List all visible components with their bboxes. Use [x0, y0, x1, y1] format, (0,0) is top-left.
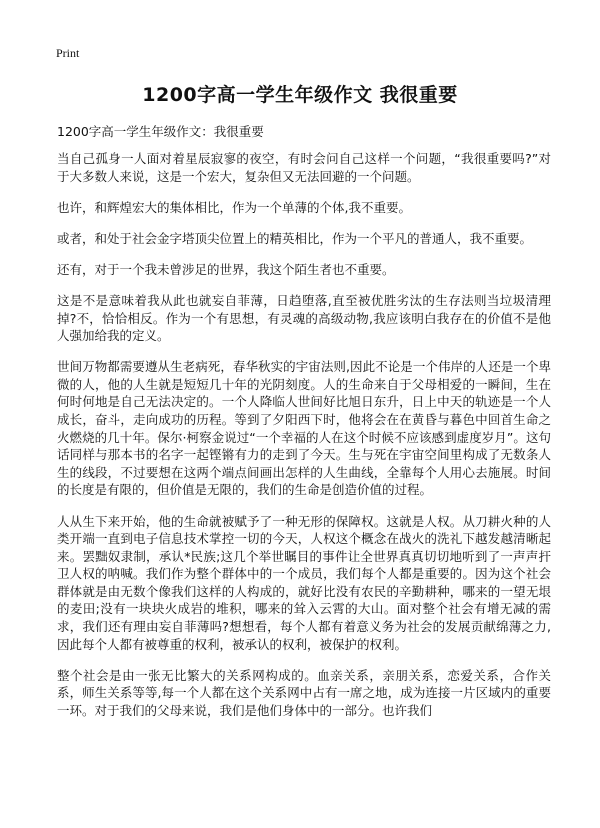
article-subtitle: 1200字高一学生年级作文：我很重要 [57, 124, 264, 139]
paragraph: 当自己孤身一人面对着星辰寂寥的夜空，有时会问自己这样一个问题，“我很重要吗?”对于大多数人来说，这是一个宏大，复杂但又无法回避的一个问题。 [57, 151, 551, 184]
paragraph: 也许，和辉煌宏大的集体相比，作为一个单薄的个体,我不重要。 [57, 199, 411, 215]
paragraph: 还有，对于一个我未曾涉足的世界，我这个陌生者也不重要。 [57, 261, 395, 277]
page-title: 1200字高一学生年级作文 我很重要 [142, 84, 458, 106]
print-link[interactable]: Print [56, 46, 80, 60]
paragraph: 人从生下来开始，他的生命就被赋予了一种无形的保障权。这就是人权。从刀耕火种的人类开端一直到电子信息技术掌控一切的今天，人权这个概念在战火的洗礼下越发越清晰起来。罢黜奴隶制，承认*民族;这几个举世瞩目的事件让全世界真真切切地听到了一声声扞卫人权的呐喊。我们作为整个群体中的一个成员，我们每个人都是重要的。因为这个社会群体就是由无数个像我们这样的人构成的，就好比没有农民的辛勤耕种，哪来的一望无垠的麦田;没有一块块火成岩的堆积，哪来的耸入云霄的大山。面对整个社会有增无减的需求，我们还有理由妄自菲薄吗?想想看，每个人都有着意义务为社会的发展贡献绵薄之力,因此每个人都有被尊重的权利，被承认的权利，被保护的权利。 [57, 513, 551, 652]
paragraph: 或者，和处于社会金字塔顶尖位置上的精英相比，作为一个平凡的普通人，我不重要。 [57, 230, 533, 246]
paragraph: 整个社会是由一张无比繁大的关系网构成的。血亲关系，亲朋关系，恋爱关系，合作关系，师生关系等等,每一个人都在这个关系网中占有一席之地，成为连接一片区域内的重要一环。对于我们的父母来说，我们是他们身体中的一部分。也许我们 [57, 667, 551, 718]
paragraph: 这是不是意味着我从此也就妄自菲薄，日趋堕落,直至被优胜劣汰的生存法则当垃圾清理掉?不，恰恰相反。作为一个有思想，有灵魂的高级动物,我应该明白我存在的价值不是他人强加给我的定义。 [57, 292, 551, 344]
paragraph: 世间万物都需要遵从生老病死，春华秋实的宇宙法则,因此不论是一个伟岸的人还是一个卑微的人，他的人生就是短短几十年的光阴刻度。人的生命来自于父母相爱的一瞬间，生在何时何地是自己无法决定的。一个人降临人世间好比旭日东升，日上中天的轨迹是一个人成长，奋斗，走向成功的历程。等到了夕阳西下时，他将会在在黄昏与暮色中回首生命之火燃烧的几十年。保尔·柯察金说过“一个幸福的人在这个时候不应该感到虚度岁月”。这句话同样与那本书的名字一起铿锵有力的走到了今天。生与死在宇宙空间里构成了无数条人生的线段，不过要想在这两个端点间画出怎样的人生曲线，全靠每个人用心去施展。时间的长度是有限的，但价值是无限的，我们的生命是创造价值的过程。 [57, 359, 551, 498]
article-body [57, 150, 551, 733]
